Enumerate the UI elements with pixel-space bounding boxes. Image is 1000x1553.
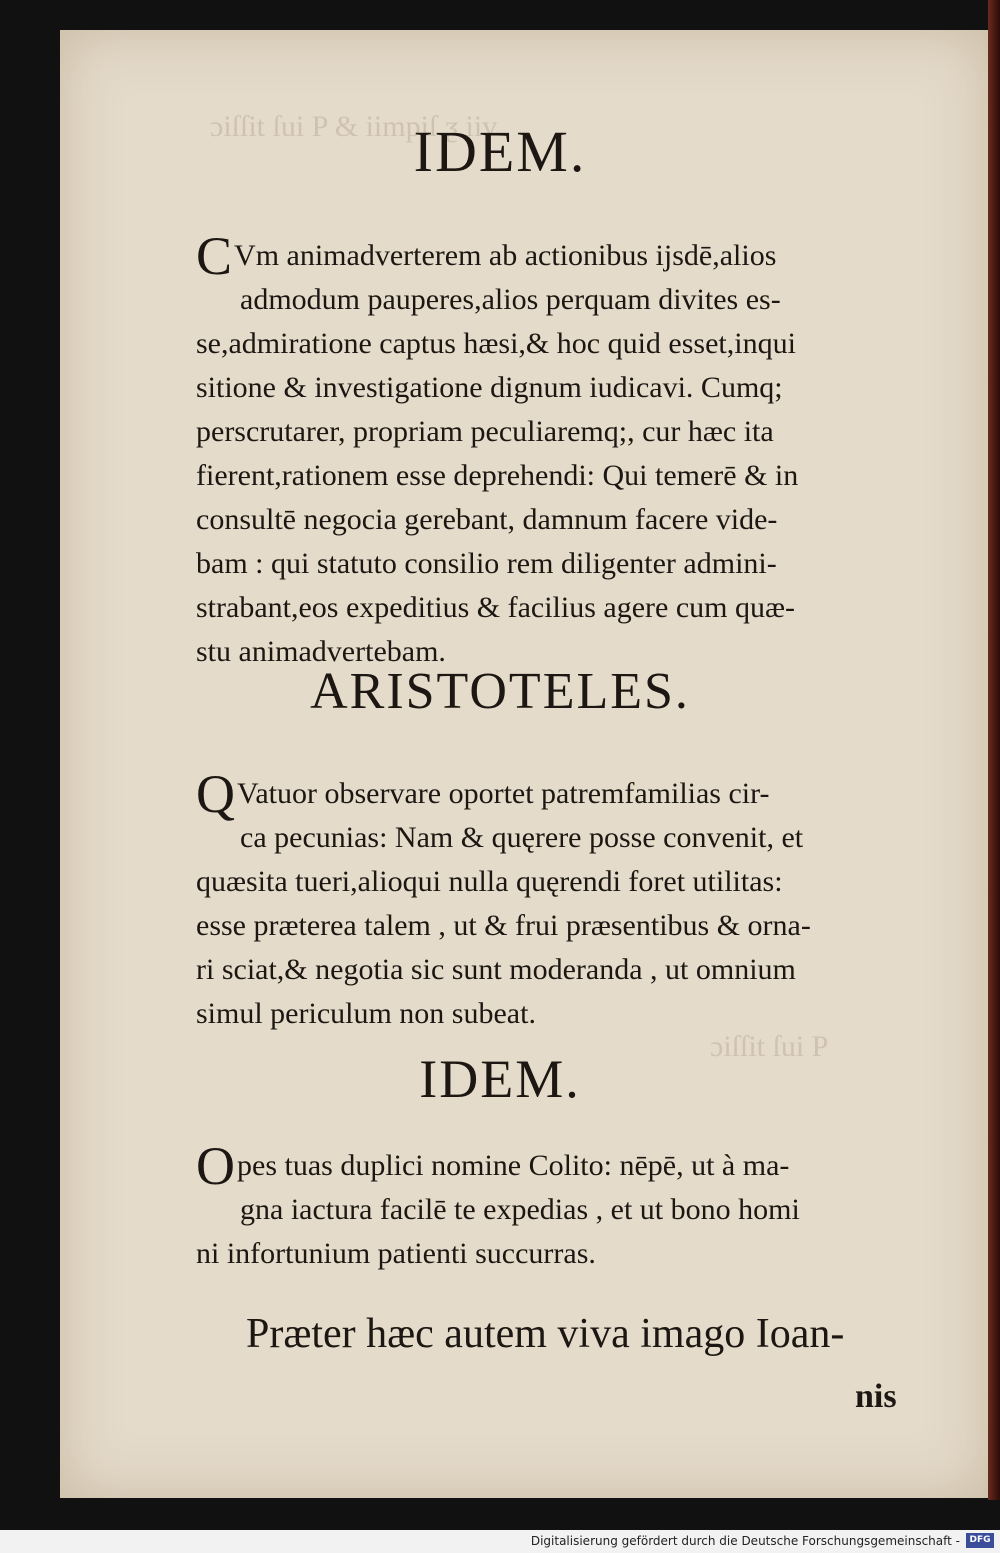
catchword: nis bbox=[855, 1378, 897, 1415]
drop-cap: O bbox=[196, 1136, 235, 1196]
text-line: esse præterea talem , ut & frui præsentibus & orna- bbox=[196, 909, 811, 942]
text-line: gna iactura facilē te expedias , et ut bono homi bbox=[240, 1193, 800, 1226]
heading-idem-1: IDEM. bbox=[413, 119, 587, 184]
text-line: ca pecunias: Nam & quęrere posse convenit, et bbox=[240, 821, 804, 854]
book-edge bbox=[988, 0, 1000, 1500]
catch-line: Præter hæc autem viva imago Ioan- bbox=[246, 1311, 845, 1357]
text-line: ri sciat,& negotia sic sunt moderanda , ut omnium bbox=[196, 953, 796, 986]
paragraph-2 bbox=[196, 764, 958, 1036]
bleed-through-text: ɔiſſit ſui P bbox=[710, 1030, 829, 1063]
text-line: se,admiratione captus hæsi,& hoc quid esset,inqui bbox=[196, 327, 796, 360]
text-line: bam : qui statuto consilio rem diligenter admini- bbox=[196, 547, 777, 580]
text-line: pes tuas duplici nomine Colito: nēpē, ut à ma- bbox=[237, 1149, 790, 1182]
footer-bar bbox=[0, 1530, 1000, 1553]
text-line: quæsita tueri,alioqui nulla quęrendi foret utilitas: bbox=[196, 865, 783, 898]
drop-cap: Q bbox=[196, 764, 235, 824]
dfg-logo: DFG bbox=[966, 1533, 994, 1548]
text-line: simul periculum non subeat. bbox=[196, 997, 536, 1030]
paragraph-3 bbox=[196, 1136, 958, 1276]
paragraph-1 bbox=[196, 226, 958, 674]
text-line: perscrutarer, propriam peculiaremq;, cur hæc ita bbox=[196, 415, 774, 448]
heading-aristoteles: ARISTOTELES. bbox=[310, 663, 690, 720]
text-line: sitione & investigatione dignum iudicavi. Cumq; bbox=[196, 371, 783, 404]
text-line: ni infortunium patienti succurras. bbox=[196, 1237, 596, 1270]
bleed-through-text: ɔiſſit ſui P & iimpiſ ƺ iiv bbox=[210, 110, 498, 143]
text-line: fierent,rationem esse deprehendi: Qui temerē & in bbox=[196, 459, 799, 492]
footer-credit: Digitalisierung gefördert durch die Deutsche Forschungsgemeinschaft - bbox=[530, 1534, 960, 1548]
heading-idem-2: IDEM. bbox=[419, 1049, 581, 1109]
text-line: strabant,eos expeditius & facilius agere cum quæ- bbox=[196, 591, 795, 624]
text-line: admodum pauperes,alios perquam divites es- bbox=[240, 283, 781, 316]
text-line: Vm animadverterem ab actionibus ijsdē,alios bbox=[234, 239, 777, 272]
text-line: Vatuor observare oportet patremfamilias cir- bbox=[237, 777, 770, 810]
text-line: consultē negocia gerebant, damnum facere vide- bbox=[196, 503, 778, 536]
text-line: stu animadvertebam. bbox=[196, 635, 446, 668]
drop-cap: C bbox=[196, 226, 233, 286]
